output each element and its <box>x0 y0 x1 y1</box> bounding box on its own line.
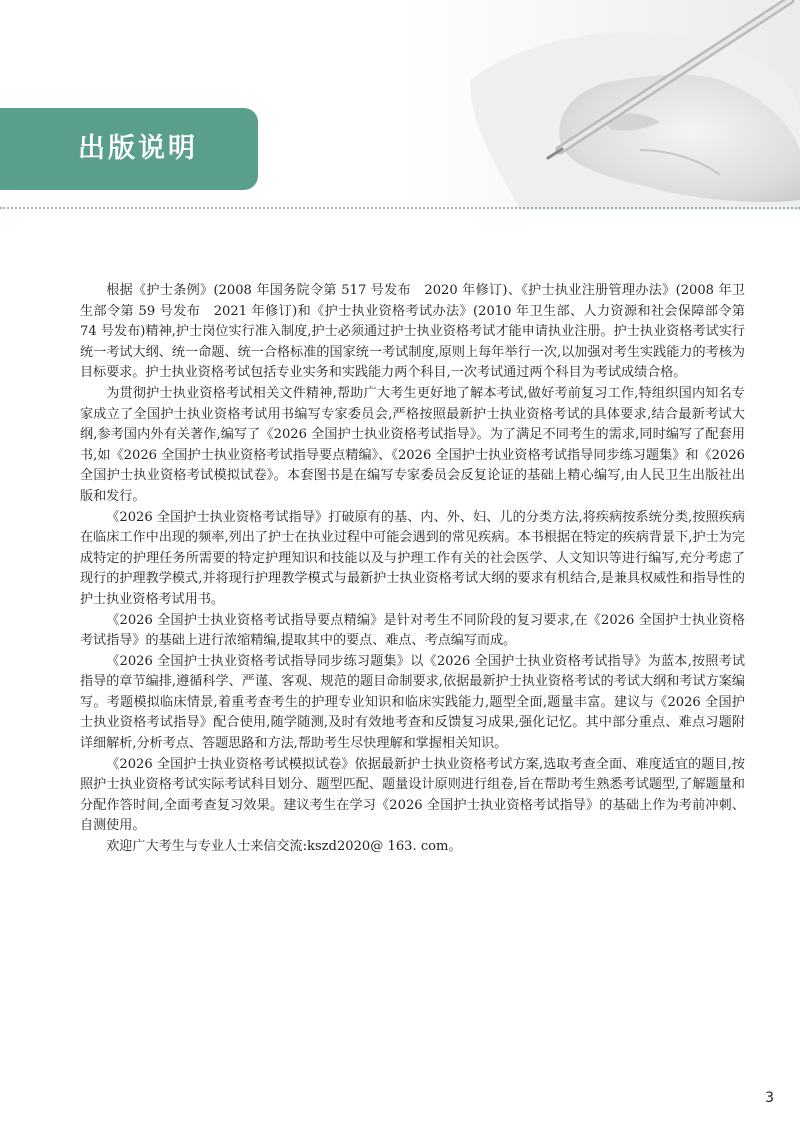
section-banner <box>0 108 258 190</box>
paragraph-guide: 《2026 全国护士执业资格考试指导》打破原有的基、内、外、妇、儿的分类方法,将疾病按系统分类,按照疾病在临床工作中出现的频率,列出了护士在执业过程中可能会遇到的常见疾病。本书根据在特定的疾病背景下,护士为完成特定的护理任务所需要的特定护理知识和技能以及与护理工作有关的社会医学、人文知识等进行编写,充分考虑了现行的护理教学模式,并将现行护理教学模式与最新护士执业资格考试大纲的要求有机结合,是兼具权威性和指导性的护士执业资格考试用书。 <box>80 509 745 607</box>
paragraph-key-points: 《2026 全国护士执业资格考试指导要点精编》是针对考生不同阶段的复习要求,在《2026 全国护士执业资格考试指导》的基础上进行浓缩精编,提取其中的要点、难点、考点编写而成。 <box>80 612 745 649</box>
paragraph-regulations: 根据《护士条例》(2008 年国务院令第 517 号发布 2020 年修订)、《护士执业注册管理办法》(2008 年卫生部令第 59 号发布 2021 年修订)和《护士执业资格考试办法》(2010 年卫生部、人力资源和社会保障部令第 74 号发布)精神,护士岗位实行准入制度,护士必须通过护士执业资格考试才能申请执业注册。护士执业资格考试实行统一考试大纲、统一命题、统一合格标准的国家统一考试制度,原则上每年举行一次,以加强对考生实践能力的考核为目标要求。护士执业资格考试包括专业实务和实践能力两个科目,一次考试通过两个科目为考试成绩合格。 <box>80 283 745 381</box>
page-number: 3 <box>765 1090 774 1106</box>
paragraph-practice-questions: 《2026 全国护士执业资格考试指导同步练习题集》以《2026 全国护士执业资格考试指导》为蓝本,按照考试指导的章节编排,遵循科学、严谨、客观、规范的题目命制要求,依据最新护士执业资格考试的考试大纲和考试方案编写。考题模拟临床情景,着重考查考生的护理专业知识和临床实践能力,题型全面,题量丰富。建议与《2026 全国护士执业资格考试指导》配合使用,随学随测,及时有效地考查和反馈复习成果,强化记忆。其中部分重点、难点习题附详细解析,分析考点、答题思路和方法,帮助考生尽快理解和掌握相关知识。 <box>80 653 745 752</box>
paragraph-contact: 欢迎广大考生与专业人士来信交流:kszd2020@ 163. com。 <box>106 839 462 855</box>
page-title: 出版说明 <box>78 133 198 164</box>
dotted-divider <box>0 207 800 209</box>
paragraph-book-series: 为贯彻护士执业资格考试相关文件精神,帮助广大考生更好地了解本考试,做好考前复习工作,特组织国内知名专家成立了全国护士执业资格考试用书编写专家委员会,严格按照最新护士执业资格考试的具体要求,结合最新考试大纲,参考国内外有关著作,编写了《2026 全国护士执业资格考试指导》。为了满足不同考生的需求,同时编写了配套用书,如《2026 全国护士执业资格考试指导要点精编》、《2026 全国护士执业资格考试指导同步练习题集》和《2026 全国护士执业资格考试模拟试卷》。本套图书是在编写专家委员会反复论证的基础上精心编写,由人民卫生出版社出版和发行。 <box>80 385 745 504</box>
body-text <box>80 281 745 858</box>
paragraph-mock-exams: 《2026 全国护士执业资格考试模拟试卷》依据最新护士执业资格考试方案,选取考查全面、难度适宜的题目,按照护士执业资格考试实际考试科目划分、题型匹配、题量设计原则进行组卷,旨在帮助考生熟悉考试题型,了解题量和分配作答时间,全面考查复习效果。建议考生在学习《2026 全国护士执业资格考试指导》的基础上作为考前冲刺、自测使用。 <box>80 756 745 834</box>
